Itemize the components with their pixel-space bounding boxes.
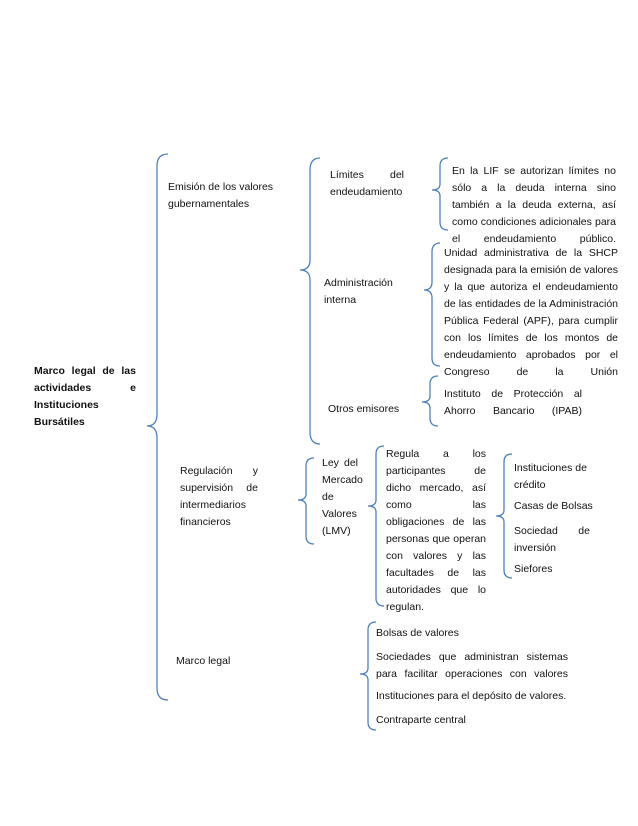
list-item: Bolsas de valores [376,627,459,639]
limites-desc: En la LIF se autorizan límites no sólo a la deuda interna sino también a la deuda externa, así como condiciones adicionales para el endeudamiento público. [452,165,616,245]
marco-legal-bracket [360,622,376,730]
list-item: Siefores [514,563,553,575]
list-item: Sociedad de inversión [514,525,590,554]
regula-bracket [496,454,512,578]
regula-desc: Regula a los participantes de dicho mercado, así como las obligaciones de las personas que operan con valores y las facultades de las autoridades que lo regulan. [386,448,486,613]
otros-emisores-label: Otros emisores [328,403,400,415]
administracion-bracket [424,243,440,366]
lmv-label: Ley del Mercado de Valores (LMV) [322,457,363,537]
root-bracket [147,154,168,700]
list-item: Instituciones de crédito [514,462,587,491]
emision-bracket [300,158,320,444]
root-label: Marco legal de las actividades e Instituciones Bursátiles [34,365,136,428]
law-bracket [368,446,384,606]
limites-bracket [432,158,448,230]
regulacion-label: Regulación y supervisión de intermediarios financieros [180,465,258,528]
list-item: Instituciones para el depósito de valores. [376,690,567,702]
marco-legal-label: Marco legal [176,655,231,667]
list-item: Casas de Bolsas [514,500,593,512]
list-item: Sociedades que administran sistemas para facilitar operaciones con valores [376,651,568,680]
emision-label: Emisión de los valores gubernamentales [168,181,274,210]
otros-bracket [422,376,438,426]
administracion-desc: Unidad administrativa de la SHCP designada para la emisión de valores y la que autoriza el endeudamiento de las entidades de la Administración Pública Federal (APF), para cumplir con los límites de los montos de endeudamiento aprobados por el Congreso de la Unión [444,247,618,378]
regulacion-bracket [298,458,314,544]
limites-label: Límites del endeudamiento [330,169,404,198]
otros-emisores-desc: Instituto de Protección al Ahorro Bancario (IPAB) [444,388,582,417]
administracion-label: Administración interna [324,277,393,306]
list-item: Contraparte central [376,714,466,726]
